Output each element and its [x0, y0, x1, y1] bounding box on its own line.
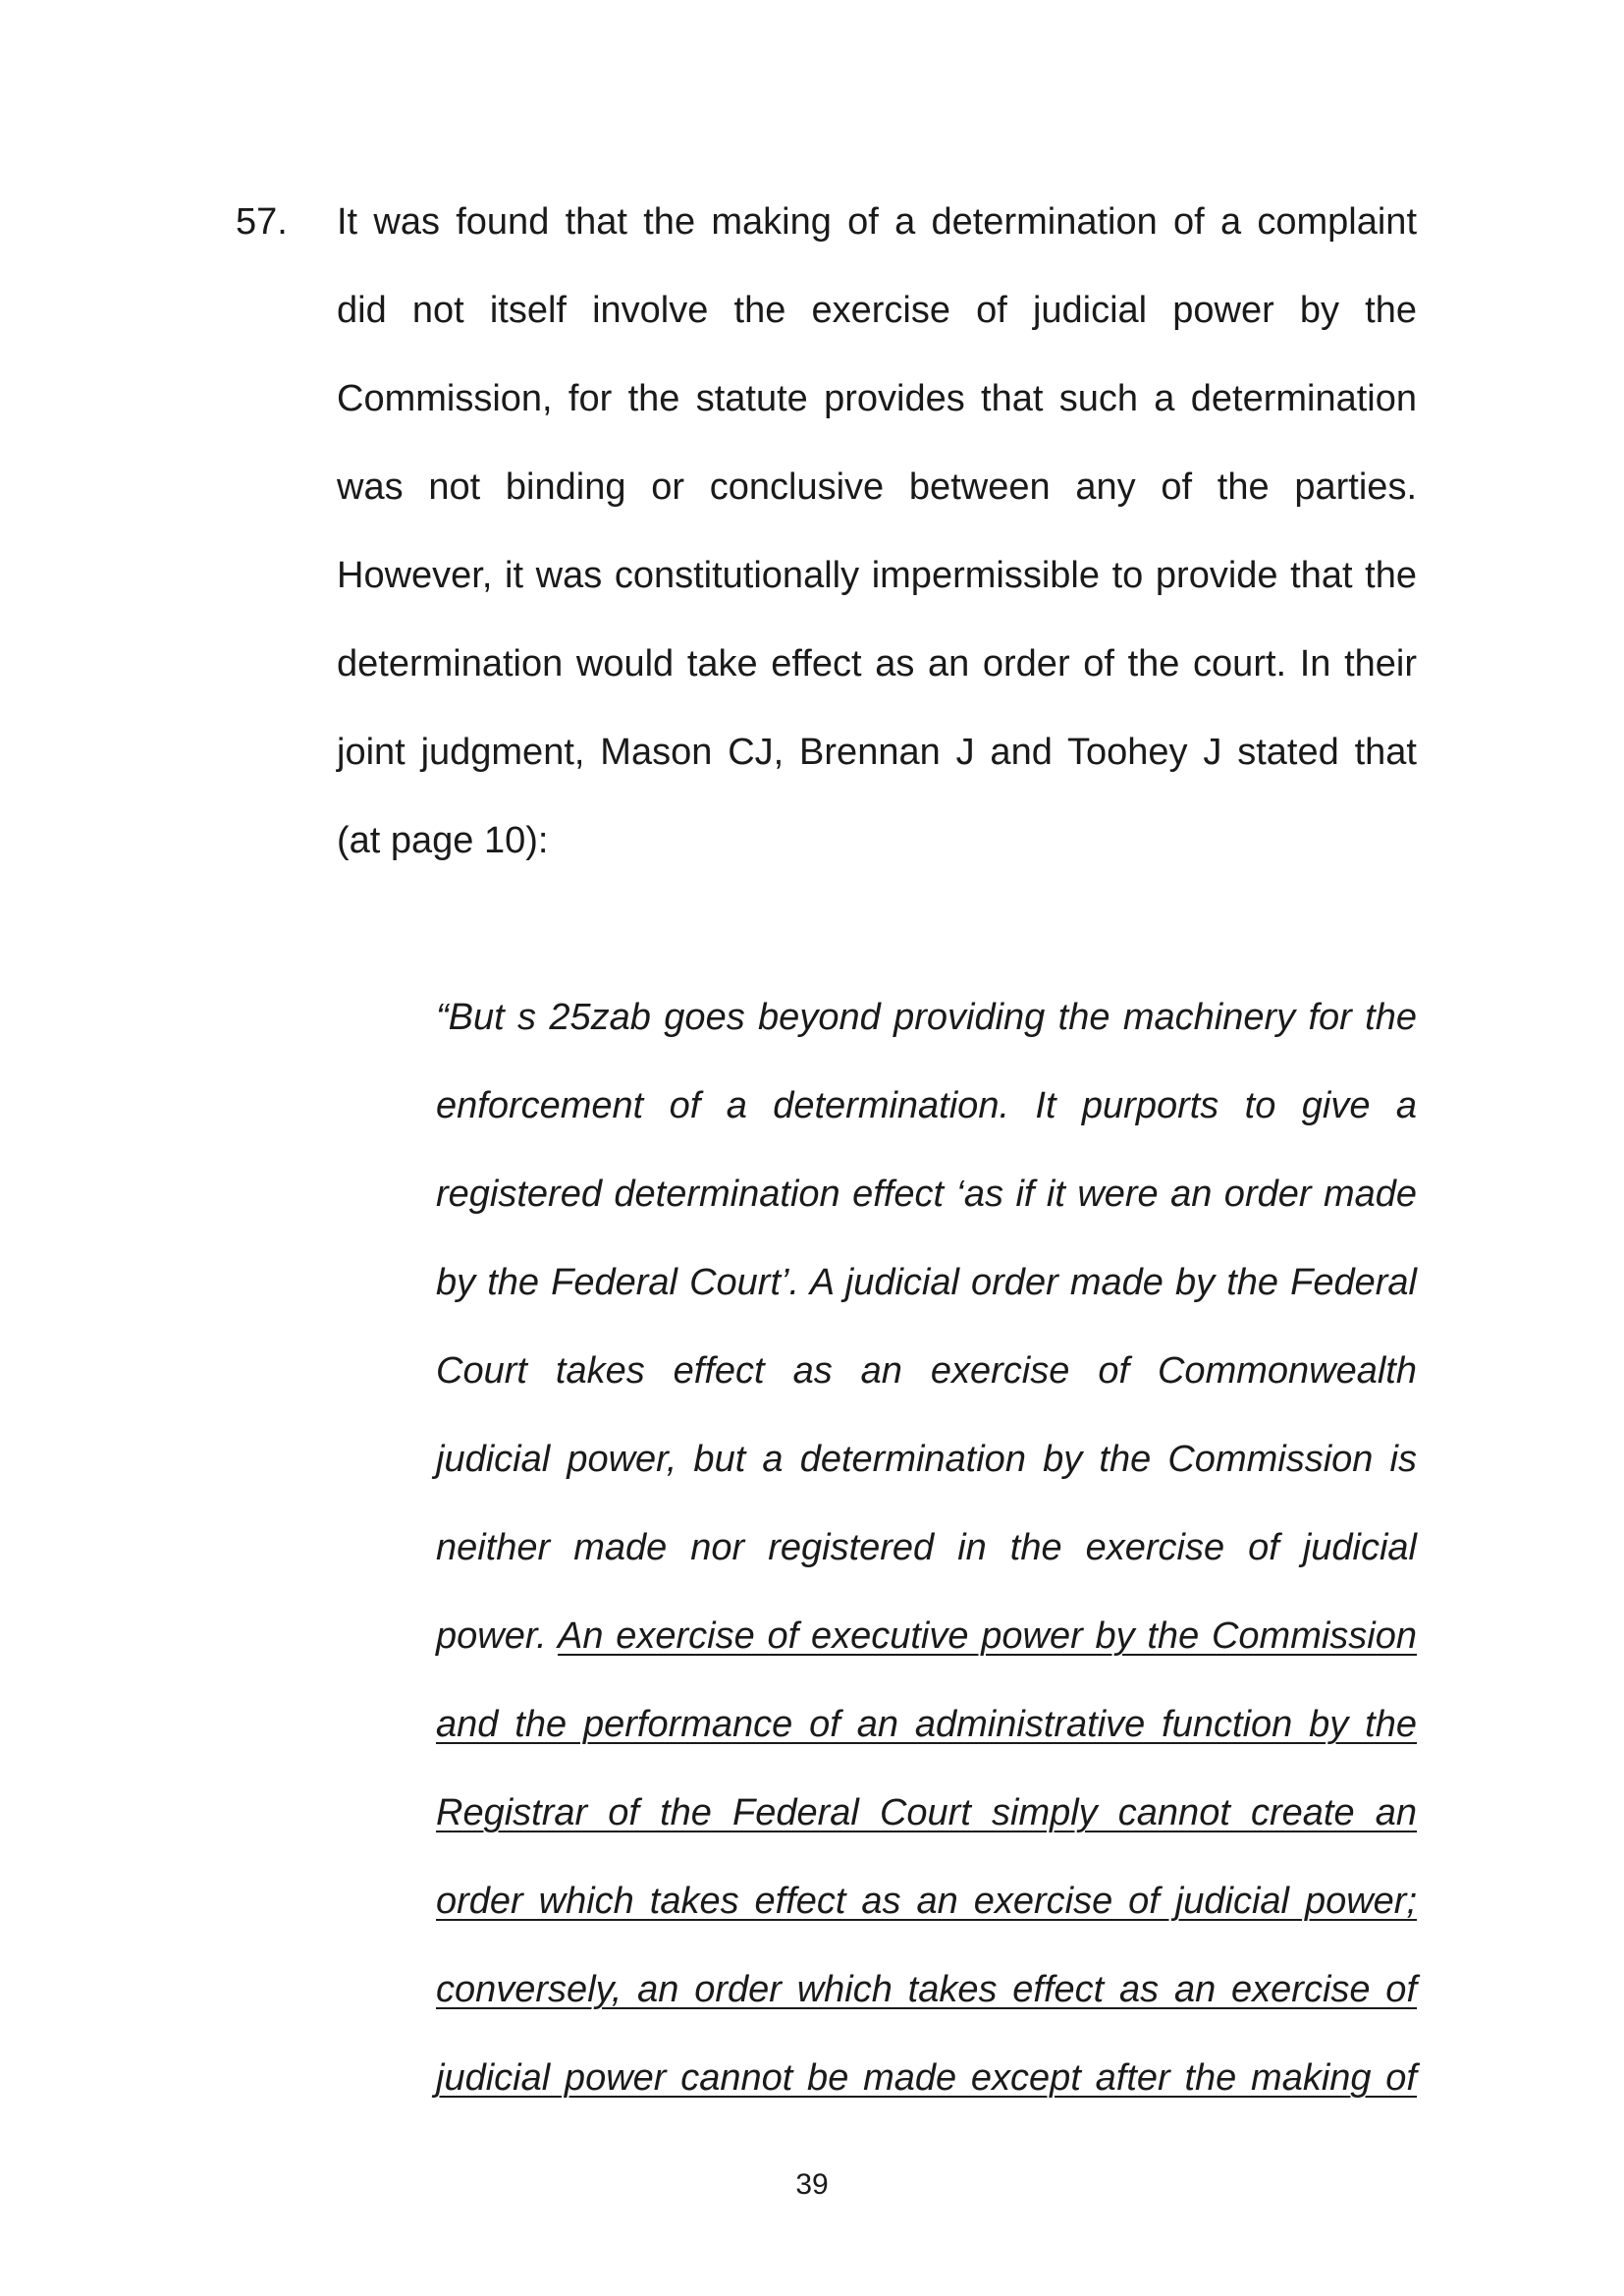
quote-line: “But s 25zab goes beyond providing the machinery for the [436, 997, 1417, 1038]
paragraph-line: joint judgment, Mason CJ, Brennan J and Toohey J stated that [337, 732, 1417, 773]
quote-underlined-line: conversely, an order which takes effect as an exercise of [436, 1969, 1417, 2010]
quote-line: registered determination effect ‘as if it were an order made [436, 1174, 1417, 1215]
paragraph-line: determination would take effect as an order of the court. In their [337, 643, 1417, 684]
quote-underlined-line: and the performance of an administrative function by the [436, 1704, 1417, 1745]
quote-line: enforcement of a determination. It purports to give a [436, 1085, 1417, 1126]
paragraph-line: did not itself involve the exercise of judicial power by the [337, 290, 1417, 331]
quote-line: by the Federal Court’. A judicial order made by the Federal [436, 1262, 1417, 1303]
quote-underlined-line: order which takes effect as an exercise of judicial power; [436, 1881, 1417, 1922]
paragraph-line: was not binding or conclusive between any of the parties. [337, 466, 1417, 508]
quote-line: judicial power, but a determination by the Commission is [436, 1439, 1417, 1480]
paragraph-number: 57. [236, 201, 288, 243]
paragraph-line: However, it was constitutionally impermissible to provide that the [337, 555, 1417, 596]
quote-underlined-line: judicial power cannot be made except after the making of [436, 2057, 1417, 2099]
quote-line [436, 1607, 1417, 1666]
quote-underlined-text: An exercise of executive power by the Commission [558, 1615, 1417, 1657]
quote-line: Court takes effect as an exercise of Commonwealth [436, 1350, 1417, 1392]
paragraph-line: It was found that the making of a determination of a complaint [337, 201, 1417, 243]
quote-underlined-line: Registrar of the Federal Court simply cannot create an [436, 1792, 1417, 1833]
paragraph-line: Commission, for the statute provides that such a determination [337, 378, 1417, 419]
page-number: 39 [795, 2168, 829, 2201]
paragraph-line: (at page 10): [337, 820, 549, 861]
quote-text: power. [436, 1615, 558, 1657]
quote-line: neither made nor registered in the exercise of judicial [436, 1527, 1417, 1568]
